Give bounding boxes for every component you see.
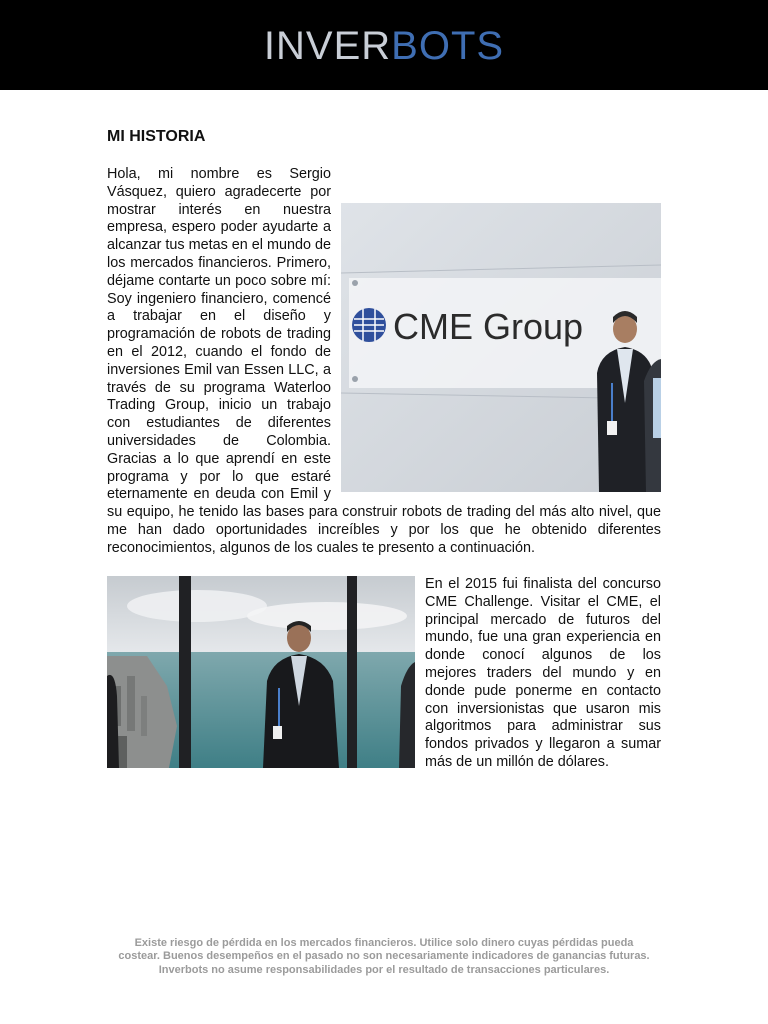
cme-challenge-section <box>107 576 661 772</box>
disclaimer-line-2: costear. Buenos desempeños en el pasado no son necesariamente indicadores de ganancias futuras. <box>118 950 650 963</box>
header-bar <box>0 0 768 90</box>
page-title: MI HISTORIA <box>107 128 206 145</box>
cme-group-photo-graphic <box>341 203 661 492</box>
risk-disclaimer <box>100 937 668 977</box>
disclaimer-line-1: Existe riesgo de pérdida en los mercados financieros. Utilice solo dinero cuyas pérdidas pueda <box>134 937 634 949</box>
cme-sign-text: CME Group <box>393 306 584 347</box>
skyline-photo-graphic <box>107 576 415 768</box>
disclaimer-line-3: Inverbots no asume responsabilidades por el resultado de transacciones particulares. <box>158 963 610 976</box>
story-paragraph: Hola, mi nombre es Sergio Vásquez, quiero agradecerte por mostrar interés en nuestra empresa, espero poder ayudarte a alcanzar tus metas en el mundo de los mercados financieros. Primero, déjame contarte un poco sobre mí: Soy ingeniero financiero, comencé a trabajar en el diseño y programación de robots de trading en el 2012, cuando el fondo de inversiones Emil van Essen LLC, a través de su programa Waterloo Trading Group, inicio un trabajo con estudiantes de diferentes universidades de Colombia. Gracias a lo que aprendí en este programa y por lo que estaré eternamente en deuda con Emil y su equipo, he tenido las bases para construir robots de trading del más alto nivel, que me han dado oportunidades increíbles y por los que he obtenido diferentes reconocimientos, algunos de los cuales te presento a continuación. <box>107 166 661 556</box>
inverbots-logo <box>264 26 504 66</box>
cme-group-photo <box>341 203 661 492</box>
logo-text-inver: INVER <box>263 24 392 68</box>
skyline-photo <box>107 576 415 768</box>
cme-challenge-paragraph: En el 2015 fui finalista del concurso CME Challenge. Visitar el CME, el principal mercado de futuros del mundo, fue una gran experiencia en donde conocí algunos de los mejores traders del mundo y en donde pude ponerme en contacto con inversionistas que usaron mis algoritmos para administrar sus fondos privados y llegaron a sumar más de un millón de dólares. <box>425 576 661 770</box>
logo-text-bots: BOTS <box>391 24 505 68</box>
story-section <box>107 166 661 558</box>
